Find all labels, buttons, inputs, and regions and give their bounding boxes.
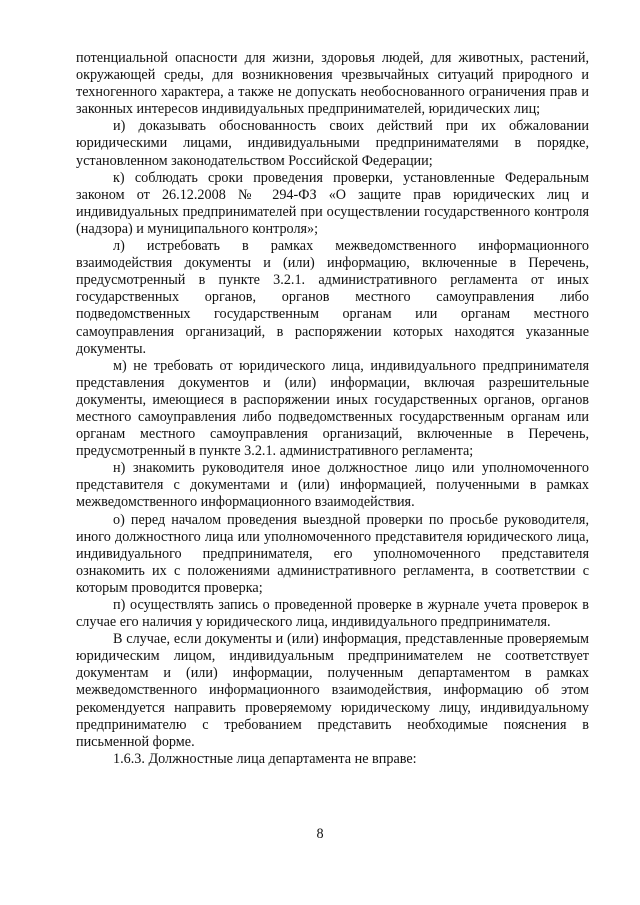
paragraph-item-n: н) знакомить руководителя иное должностное лицо или уполномоченного представителя с документами и (или) информацией, полученными в рамках межведомственного информационного взаимодействия. (76, 460, 589, 511)
paragraph-item-o: о) перед началом проведения выездной проверки по просьбе руководителя, иного должностного лица или уполномоченного представителя юридического лица, индивидуального предпринимателя, его уполномоченного представителя ознакомить их с положениями административного регламента, в соответствии с которым проводится проверка; (76, 511, 589, 596)
paragraph-mismatch-note: В случае, если документы и (или) информация, представленные проверяемым юридическим лицом, индивидуальным предпринимателем не соответствует документам и (или) информации, полученным департаментом в рамках межведомственного информационного взаимодействия, информацию об этом рекомендуется направить проверяемому юридическому лицу, индивидуальному предпринимателю с требованием представить необходимые пояснения в письменной форме. (76, 631, 589, 750)
page-number: 8 (316, 826, 324, 842)
paragraph-item-p: п) осуществлять запись о проведенной проверке в журнале учета проверок в случае его наличия у юридического лица, индивидуального предпринимателя. (76, 597, 589, 631)
paragraph-item-m: м) не требовать от юридического лица, индивидуального предпринимателя представления документов и (или) информации, включая разрешительные документы, имеющиеся в распоряжении иных государственных органов, органов местного самоуправления либо подведомственных государственным органам или органам местного самоуправления организаций, включенные в Перечень, предусмотренный в пункте 3.2.1. административного регламента; (76, 357, 589, 460)
section-heading-1-6-3: 1.6.3. Должностные лица департамента не вправе: (113, 750, 417, 767)
paragraph-item-i: и) доказывать обоснованность своих действий при их обжаловании юридическими лицами, индивидуальными предпринимателями в порядке, установленном законодательством Российской Федерации; (76, 118, 589, 169)
paragraph-item-k: к) соблюдать сроки проведения проверки, установленные Федеральным законом от 26.12.2008 № 294-ФЗ «О защите прав юридических лиц и индивидуальных предпринимателей при осуществлении государственного контроля (надзора) и муниципального контроля»; (76, 169, 589, 237)
paragraph-continuation: потенциальной опасности для жизни, здоровья людей, для животных, растений, окружающей среды, для возникновения чрезвычайных ситуаций природного и техногенного характера, а также не допускать необоснованного ограничения прав и законных интересов индивидуальных предпринимателей, юридических лиц; (76, 50, 589, 118)
paragraph-item-l: л) истребовать в рамках межведомственного информационного взаимодействия документы и (или) информацию, включенные в Перечень, предусмотренный в пункте 3.2.1. административного регламента от иных государственных органов, органов местного самоуправления либо подведомственных государственным органам или органам местного самоуправления организаций, в распоряжении которых находятся указанные документы. (76, 238, 589, 357)
document-body (76, 50, 589, 768)
